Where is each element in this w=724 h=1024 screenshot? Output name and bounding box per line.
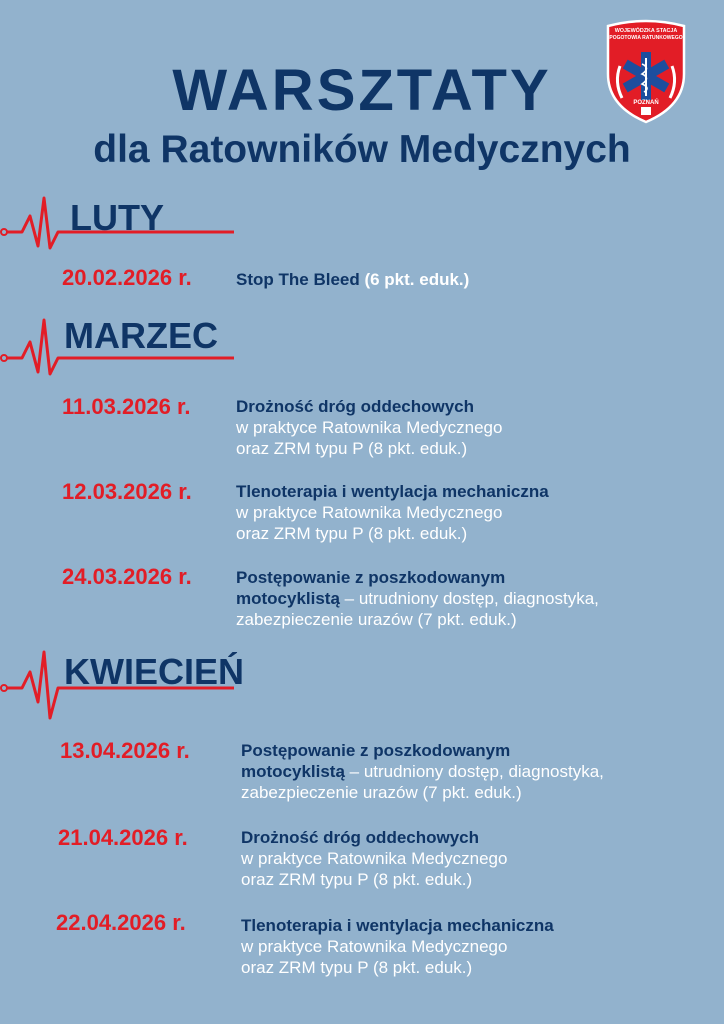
emblem-text-top-2: POGOTOWIA RATUNKOWEGO [609, 35, 683, 41]
event-title: Tlenoterapia i wentylacja mechaniczna [236, 482, 549, 501]
event-date: 12.03.2026 r. [62, 479, 192, 504]
event-title: Tlenoterapia i wentylacja mechaniczna [241, 916, 554, 935]
emblem-text-bottom: POZNAŃ [633, 100, 659, 106]
event-line: w praktyce Ratownika Medycznego [241, 849, 508, 868]
event-title: motocyklistą [241, 762, 345, 781]
month-heading-marzec: MARZEC [64, 315, 218, 356]
month-heading-luty: LUTY [70, 197, 164, 238]
event-title: Drożność dróg oddechowych [241, 828, 480, 847]
event-line: oraz ZRM typu P (8 pkt. eduk.) [241, 958, 473, 977]
event-line: w praktyce Ratownika Medycznego [236, 503, 503, 522]
event-description [236, 396, 706, 459]
page-title: WARSZTATY [172, 58, 552, 123]
event-line: w praktyce Ratownika Medycznego [241, 937, 508, 956]
event-line: oraz ZRM typu P (8 pkt. eduk.) [236, 524, 468, 543]
subtitle-prefix: dla [93, 128, 150, 171]
emblem-text-top-1: WOJEWÓDZKA STACJA [614, 28, 678, 34]
event-line: – utrudniony dostęp, diagnostyka, [344, 762, 604, 781]
event-description [241, 827, 711, 890]
event-description [236, 481, 706, 544]
event-description [236, 269, 706, 290]
event-date: 13.04.2026 r. [60, 738, 190, 763]
event-date: 22.04.2026 r. [56, 910, 186, 935]
event-line: w praktyce Ratownika Medycznego [236, 418, 503, 437]
event-line: zabezpieczenie urazów (7 pkt. eduk.) [241, 783, 522, 802]
event-line: zabezpieczenie urazów (7 pkt. eduk.) [236, 610, 517, 629]
event-date: 20.02.2026 r. [62, 265, 192, 290]
event-description [241, 740, 711, 803]
event-description [241, 915, 711, 978]
event-title: Postępowanie z poszkodowanym [236, 568, 506, 587]
event-date: 21.04.2026 r. [58, 825, 188, 850]
page-subtitle [0, 130, 724, 169]
event-date: 24.03.2026 r. [62, 564, 192, 589]
subtitle-bold: Ratowników Medycznych [160, 128, 631, 171]
event-title: Drożność dróg oddechowych [236, 397, 475, 416]
event-line: oraz ZRM typu P (8 pkt. eduk.) [236, 439, 468, 458]
event-date: 11.03.2026 r. [62, 394, 191, 419]
event-line: – utrudniony dostęp, diagnostyka, [339, 589, 599, 608]
emblem-logo [604, 18, 688, 126]
month-heading-kwiecien: KWIECIEŃ [64, 651, 244, 692]
event-title: Stop The Bleed [236, 270, 360, 289]
event-title: Postępowanie z poszkodowanym [241, 741, 511, 760]
event-description [236, 567, 706, 630]
event-line: oraz ZRM typu P (8 pkt. eduk.) [241, 870, 473, 889]
event-points: (6 pkt. eduk.) [359, 270, 470, 289]
event-title: motocyklistą [236, 589, 340, 608]
